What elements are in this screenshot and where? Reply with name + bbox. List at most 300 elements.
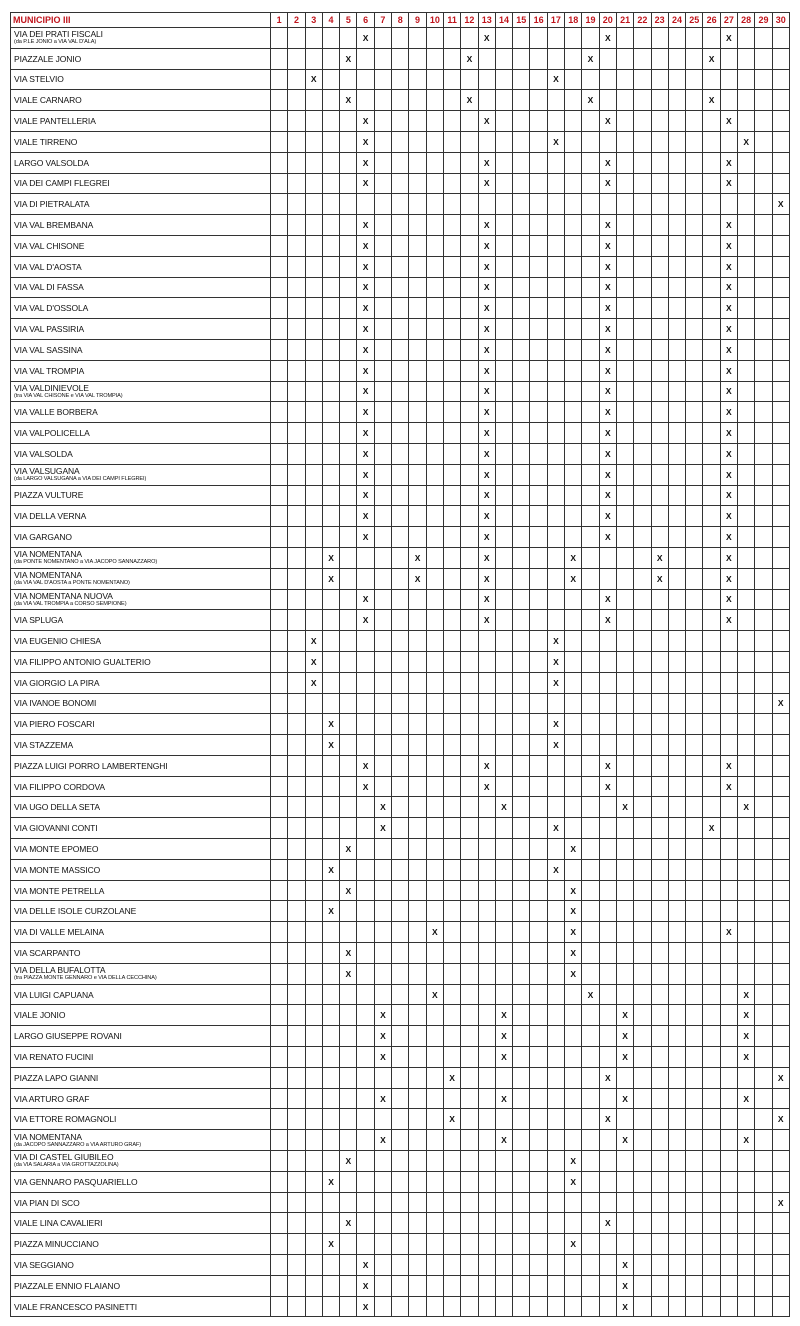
empty-day-cell (616, 443, 633, 464)
empty-day-cell (322, 943, 339, 964)
empty-day-cell (772, 443, 789, 464)
empty-day-cell (634, 651, 651, 672)
empty-day-cell (565, 28, 582, 49)
street-name: VIA DI PIETRALATA (14, 199, 90, 210)
schedule-mark: X (426, 922, 443, 943)
empty-day-cell (322, 485, 339, 506)
empty-day-cell (461, 1213, 478, 1234)
empty-day-cell (340, 672, 357, 693)
empty-day-cell (461, 319, 478, 340)
empty-day-cell (703, 298, 720, 319)
street-cell (11, 693, 271, 714)
empty-day-cell (478, 714, 495, 735)
empty-day-cell (513, 610, 530, 631)
empty-day-cell (686, 360, 703, 381)
schedule-body (11, 28, 790, 1317)
empty-day-cell (634, 1213, 651, 1234)
empty-day-cell (668, 1088, 685, 1109)
empty-day-cell (547, 1275, 564, 1296)
empty-day-cell (478, 963, 495, 984)
empty-day-cell (772, 506, 789, 527)
empty-day-cell (426, 423, 443, 444)
empty-day-cell (513, 215, 530, 236)
empty-day-cell (547, 319, 564, 340)
empty-day-cell (478, 69, 495, 90)
empty-day-cell (426, 194, 443, 215)
empty-day-cell (409, 131, 426, 152)
empty-day-cell (392, 714, 409, 735)
empty-day-cell (443, 1213, 460, 1234)
empty-day-cell (565, 1255, 582, 1276)
empty-day-cell (616, 69, 633, 90)
schedule-mark: X (599, 610, 616, 631)
empty-day-cell (513, 423, 530, 444)
empty-day-cell (530, 298, 547, 319)
schedule-mark: X (720, 527, 737, 548)
empty-day-cell (409, 1130, 426, 1151)
empty-day-cell (461, 693, 478, 714)
empty-day-cell (409, 485, 426, 506)
empty-day-cell (547, 111, 564, 132)
empty-day-cell (409, 1171, 426, 1192)
empty-day-cell (271, 1275, 288, 1296)
street-cell (11, 735, 271, 756)
empty-day-cell (288, 339, 305, 360)
street-cell (11, 194, 271, 215)
empty-day-cell (513, 776, 530, 797)
empty-day-cell (634, 672, 651, 693)
empty-day-cell (703, 922, 720, 943)
schedule-mark: X (461, 48, 478, 69)
empty-day-cell (495, 527, 512, 548)
empty-day-cell (772, 256, 789, 277)
empty-day-cell (703, 111, 720, 132)
street-name: VIA NOMENTANA (14, 1131, 82, 1142)
empty-day-cell (443, 69, 460, 90)
street-name: VIA VALSUGANA (14, 466, 80, 477)
schedule-mark: X (478, 298, 495, 319)
empty-day-cell (495, 402, 512, 423)
schedule-mark: X (357, 173, 374, 194)
empty-day-cell (443, 776, 460, 797)
empty-day-cell (755, 1088, 772, 1109)
empty-day-cell (703, 547, 720, 568)
empty-day-cell (582, 901, 599, 922)
schedule-mark: X (478, 610, 495, 631)
empty-day-cell (755, 755, 772, 776)
empty-day-cell (513, 735, 530, 756)
street-cell (11, 131, 271, 152)
empty-day-cell (392, 360, 409, 381)
empty-day-cell (461, 339, 478, 360)
empty-day-cell (374, 256, 391, 277)
empty-day-cell (357, 839, 374, 860)
empty-day-cell (461, 381, 478, 402)
schedule-mark: X (357, 298, 374, 319)
schedule-mark: X (599, 215, 616, 236)
empty-day-cell (755, 1067, 772, 1088)
empty-day-cell (271, 1192, 288, 1213)
empty-day-cell (582, 1296, 599, 1317)
empty-day-cell (599, 797, 616, 818)
empty-day-cell (288, 963, 305, 984)
street-cell (11, 714, 271, 735)
empty-day-cell (392, 464, 409, 485)
schedule-mark: X (703, 48, 720, 69)
empty-day-cell (530, 984, 547, 1005)
empty-day-cell (322, 1130, 339, 1151)
empty-day-cell (651, 693, 668, 714)
empty-day-cell (686, 1088, 703, 1109)
empty-day-cell (755, 672, 772, 693)
empty-day-cell (461, 423, 478, 444)
empty-day-cell (513, 1088, 530, 1109)
street-cell (11, 922, 271, 943)
empty-day-cell (582, 610, 599, 631)
empty-day-cell (565, 506, 582, 527)
empty-day-cell (340, 610, 357, 631)
empty-day-cell (582, 1047, 599, 1068)
empty-day-cell (340, 1109, 357, 1130)
schedule-mark: X (599, 506, 616, 527)
empty-day-cell (738, 1213, 755, 1234)
street-cell (11, 173, 271, 194)
street-cell (11, 651, 271, 672)
empty-day-cell (634, 360, 651, 381)
empty-day-cell (357, 1151, 374, 1172)
empty-day-cell (392, 589, 409, 610)
empty-day-cell (755, 48, 772, 69)
empty-day-cell (686, 631, 703, 652)
empty-day-cell (616, 1234, 633, 1255)
empty-day-cell (565, 319, 582, 340)
empty-day-cell (443, 1234, 460, 1255)
empty-day-cell (322, 839, 339, 860)
empty-day-cell (513, 1109, 530, 1130)
empty-day-cell (305, 1047, 322, 1068)
empty-day-cell (651, 631, 668, 652)
empty-day-cell (565, 1192, 582, 1213)
empty-day-cell (582, 589, 599, 610)
empty-day-cell (374, 527, 391, 548)
empty-day-cell (461, 1255, 478, 1276)
schedule-mark: X (616, 1130, 633, 1151)
empty-day-cell (565, 797, 582, 818)
empty-day-cell (322, 1192, 339, 1213)
empty-day-cell (755, 984, 772, 1005)
empty-day-cell (340, 984, 357, 1005)
street-cell (11, 319, 271, 340)
empty-day-cell (651, 1047, 668, 1068)
empty-day-cell (495, 943, 512, 964)
empty-day-cell (392, 194, 409, 215)
empty-day-cell (392, 111, 409, 132)
street-name: VIA MONTE EPOMEO (14, 843, 99, 854)
empty-day-cell (443, 28, 460, 49)
empty-day-cell (357, 1171, 374, 1192)
empty-day-cell (530, 1067, 547, 1088)
empty-day-cell (478, 1088, 495, 1109)
empty-day-cell (461, 963, 478, 984)
empty-day-cell (738, 485, 755, 506)
empty-day-cell (409, 943, 426, 964)
empty-day-cell (392, 880, 409, 901)
street-name: VIA VAL PASSIRIA (14, 324, 85, 335)
empty-day-cell (409, 984, 426, 1005)
empty-day-cell (271, 1088, 288, 1109)
empty-day-cell (720, 48, 737, 69)
empty-day-cell (271, 776, 288, 797)
empty-day-cell (305, 1088, 322, 1109)
empty-day-cell (461, 256, 478, 277)
empty-day-cell (409, 381, 426, 402)
empty-day-cell (772, 1171, 789, 1192)
empty-day-cell (392, 1213, 409, 1234)
empty-day-cell (582, 152, 599, 173)
schedule-mark: X (720, 443, 737, 464)
schedule-mark: X (772, 1067, 789, 1088)
empty-day-cell (738, 922, 755, 943)
empty-day-cell (322, 672, 339, 693)
empty-day-cell (340, 215, 357, 236)
empty-day-cell (703, 1192, 720, 1213)
empty-day-cell (668, 901, 685, 922)
empty-day-cell (703, 256, 720, 277)
empty-day-cell (530, 1130, 547, 1151)
empty-day-cell (305, 402, 322, 423)
schedule-mark: X (357, 256, 374, 277)
empty-day-cell (288, 152, 305, 173)
empty-day-cell (616, 943, 633, 964)
empty-day-cell (738, 464, 755, 485)
empty-day-cell (565, 1275, 582, 1296)
empty-day-cell (720, 839, 737, 860)
schedule-mark: X (599, 235, 616, 256)
empty-day-cell (357, 818, 374, 839)
schedule-mark: X (547, 631, 564, 652)
empty-day-cell (495, 735, 512, 756)
empty-day-cell (409, 69, 426, 90)
empty-day-cell (288, 568, 305, 589)
empty-day-cell (530, 1026, 547, 1047)
empty-day-cell (426, 298, 443, 319)
empty-day-cell (513, 319, 530, 340)
empty-day-cell (582, 131, 599, 152)
empty-day-cell (443, 797, 460, 818)
empty-day-cell (409, 818, 426, 839)
empty-day-cell (340, 152, 357, 173)
empty-day-cell (305, 1026, 322, 1047)
schedule-mark: X (426, 984, 443, 1005)
empty-day-cell (513, 672, 530, 693)
table-row (11, 776, 790, 797)
empty-day-cell (530, 339, 547, 360)
empty-day-cell (409, 1255, 426, 1276)
schedule-mark: X (478, 443, 495, 464)
empty-day-cell (634, 1109, 651, 1130)
empty-day-cell (651, 464, 668, 485)
schedule-mark: X (357, 1296, 374, 1317)
schedule-mark: X (720, 485, 737, 506)
schedule-mark: X (599, 1213, 616, 1234)
table-row (11, 173, 790, 194)
empty-day-cell (513, 277, 530, 298)
schedule-mark: X (720, 547, 737, 568)
empty-day-cell (703, 443, 720, 464)
empty-day-cell (755, 610, 772, 631)
street-name: VIA VAL CHISONE (14, 240, 85, 251)
empty-day-cell (340, 360, 357, 381)
empty-day-cell (271, 194, 288, 215)
empty-day-cell (668, 1234, 685, 1255)
empty-day-cell (565, 589, 582, 610)
empty-day-cell (461, 1275, 478, 1296)
empty-day-cell (322, 152, 339, 173)
empty-day-cell (565, 859, 582, 880)
empty-day-cell (599, 1171, 616, 1192)
empty-day-cell (478, 922, 495, 943)
empty-day-cell (651, 90, 668, 111)
empty-day-cell (409, 901, 426, 922)
empty-day-cell (772, 1130, 789, 1151)
empty-day-cell (616, 464, 633, 485)
empty-day-cell (271, 610, 288, 631)
empty-day-cell (547, 984, 564, 1005)
empty-day-cell (357, 1088, 374, 1109)
empty-day-cell (720, 1151, 737, 1172)
schedule-mark: X (738, 1088, 755, 1109)
empty-day-cell (374, 339, 391, 360)
empty-day-cell (616, 901, 633, 922)
empty-day-cell (772, 28, 789, 49)
schedule-mark: X (374, 1005, 391, 1026)
table-row (11, 839, 790, 860)
schedule-mark: X (599, 152, 616, 173)
empty-day-cell (426, 1192, 443, 1213)
empty-day-cell (755, 693, 772, 714)
empty-day-cell (616, 1192, 633, 1213)
empty-day-cell (565, 818, 582, 839)
empty-day-cell (686, 1151, 703, 1172)
empty-day-cell (530, 651, 547, 672)
empty-day-cell (668, 28, 685, 49)
empty-day-cell (374, 69, 391, 90)
empty-day-cell (271, 797, 288, 818)
empty-day-cell (565, 402, 582, 423)
empty-day-cell (495, 485, 512, 506)
empty-day-cell (340, 1296, 357, 1317)
empty-day-cell (582, 1213, 599, 1234)
empty-day-cell (547, 90, 564, 111)
street-cell (11, 1005, 271, 1026)
empty-day-cell (772, 631, 789, 652)
empty-day-cell (513, 880, 530, 901)
schedule-mark: X (738, 1026, 755, 1047)
empty-day-cell (288, 880, 305, 901)
empty-day-cell (357, 984, 374, 1005)
empty-day-cell (392, 610, 409, 631)
empty-day-cell (565, 714, 582, 735)
empty-day-cell (426, 901, 443, 922)
street-name: VIA DELLE ISOLE CURZOLANE (14, 906, 137, 917)
empty-day-cell (322, 381, 339, 402)
empty-day-cell (530, 1234, 547, 1255)
empty-day-cell (443, 464, 460, 485)
day-header: 2 (288, 13, 305, 28)
empty-day-cell (392, 776, 409, 797)
table-row (11, 339, 790, 360)
schedule-mark: X (478, 28, 495, 49)
empty-day-cell (582, 776, 599, 797)
empty-day-cell (582, 339, 599, 360)
empty-day-cell (582, 298, 599, 319)
empty-day-cell (443, 111, 460, 132)
empty-day-cell (340, 755, 357, 776)
empty-day-cell (322, 235, 339, 256)
empty-day-cell (634, 319, 651, 340)
schedule-mark: X (565, 922, 582, 943)
schedule-mark: X (357, 277, 374, 298)
empty-day-cell (392, 755, 409, 776)
empty-day-cell (271, 381, 288, 402)
empty-day-cell (443, 568, 460, 589)
empty-day-cell (513, 339, 530, 360)
empty-day-cell (478, 880, 495, 901)
empty-day-cell (755, 963, 772, 984)
empty-day-cell (686, 48, 703, 69)
empty-day-cell (374, 693, 391, 714)
empty-day-cell (271, 755, 288, 776)
street-cell (11, 631, 271, 652)
schedule-mark: X (340, 1213, 357, 1234)
empty-day-cell (409, 423, 426, 444)
empty-day-cell (513, 1067, 530, 1088)
empty-day-cell (530, 735, 547, 756)
empty-day-cell (513, 381, 530, 402)
empty-day-cell (686, 610, 703, 631)
empty-day-cell (513, 922, 530, 943)
empty-day-cell (443, 735, 460, 756)
empty-day-cell (478, 194, 495, 215)
empty-day-cell (668, 1213, 685, 1234)
empty-day-cell (530, 672, 547, 693)
empty-day-cell (305, 152, 322, 173)
empty-day-cell (565, 651, 582, 672)
empty-day-cell (288, 1255, 305, 1276)
empty-day-cell (461, 714, 478, 735)
empty-day-cell (686, 485, 703, 506)
empty-day-cell (651, 755, 668, 776)
empty-day-cell (495, 1067, 512, 1088)
street-name: VIA VAL D'OSSOLA (14, 303, 89, 314)
empty-day-cell (305, 360, 322, 381)
schedule-mark: X (357, 402, 374, 423)
empty-day-cell (720, 714, 737, 735)
schedule-mark: X (322, 859, 339, 880)
empty-day-cell (668, 1047, 685, 1068)
empty-day-cell (530, 1275, 547, 1296)
street-note: (da JACOPO SANNAZZARO a VIA ARTURO GRAF) (14, 1141, 142, 1148)
schedule-mark: X (357, 610, 374, 631)
empty-day-cell (443, 194, 460, 215)
empty-day-cell (738, 943, 755, 964)
street-cell (11, 298, 271, 319)
schedule-mark: X (599, 339, 616, 360)
schedule-mark: X (565, 547, 582, 568)
empty-day-cell (686, 859, 703, 880)
empty-day-cell (305, 1005, 322, 1026)
empty-day-cell (530, 1151, 547, 1172)
